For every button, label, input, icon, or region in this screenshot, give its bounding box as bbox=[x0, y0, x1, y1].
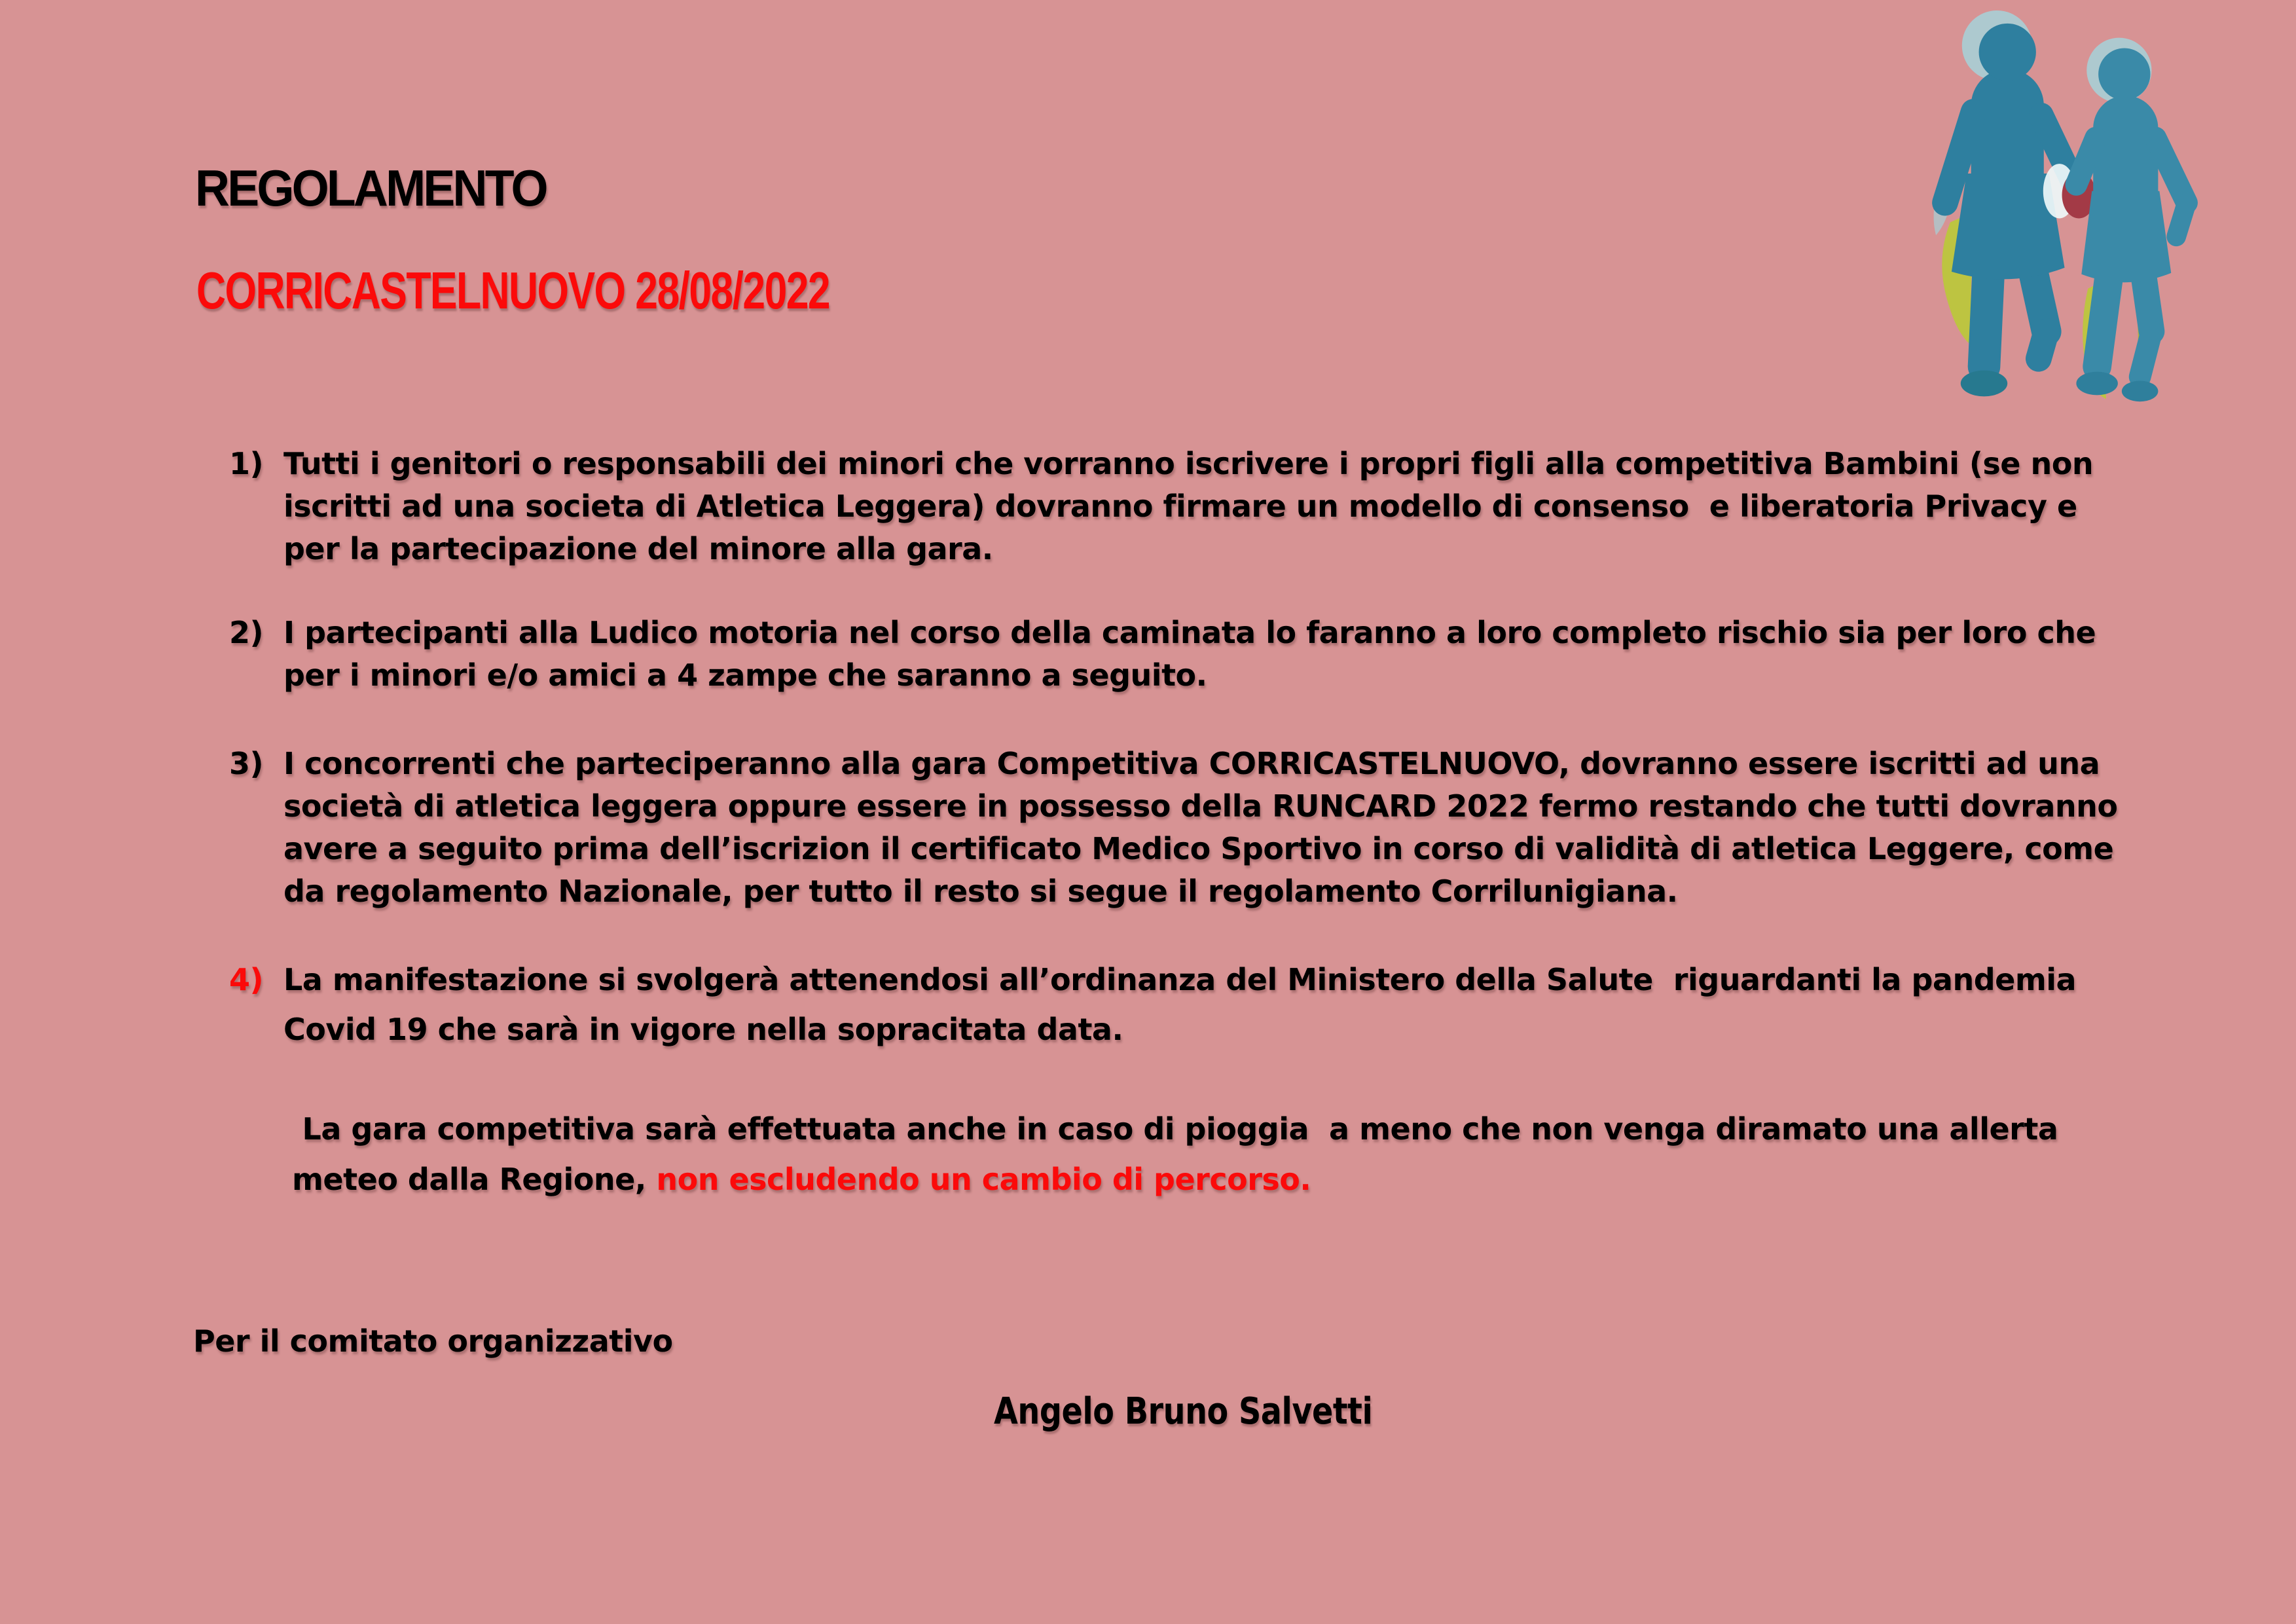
text-line: I concorrenti che parteciperanno alla gara Competitiva CORRICASTELNUOVO, dovranno essere iscritti ad una bbox=[283, 746, 2100, 781]
list-item-4-marker: 4) bbox=[229, 962, 264, 997]
two-runners-illustration bbox=[1908, 8, 2226, 424]
text-line: per la partecipazione del minore alla gara. bbox=[283, 531, 993, 566]
list-item-3 bbox=[229, 743, 2117, 913]
closing-red-text: non escludendo un cambio di percorso. bbox=[656, 1162, 1311, 1197]
signature-name: Angelo Bruno Salvetti bbox=[994, 1390, 1373, 1433]
text-line: I partecipanti alla Ludico motoria nel corso della caminata lo faranno a loro completo rischio sia per loro che bbox=[283, 615, 2096, 650]
committee-line: Per il comitato organizzativo bbox=[193, 1323, 673, 1359]
list-item-2-text bbox=[283, 612, 2096, 697]
text-line: iscritti ad una societa di Atletica Leggera) dovranno firmare un modello di consenso e liberatoria Privacy e bbox=[283, 489, 2077, 524]
text-line: Covid 19 che sarà in vigore nella sopracitata data. bbox=[283, 1012, 1123, 1047]
text-line: La manifestazione si svolgerà attenendosi all’ordinanza del Ministero della Salute riguardanti la pandemia bbox=[283, 962, 2077, 997]
text-line: Tutti i genitori o responsabili dei minori che vorranno iscrivere i propri figli alla competitiva Bambini (se non bbox=[283, 446, 2094, 481]
text-line bbox=[292, 1154, 2058, 1205]
list-item-3-text bbox=[283, 743, 2117, 913]
list-item-1-text bbox=[283, 443, 2093, 570]
text-line: società di atletica leggera oppure essere in possesso della RUNCARD 2022 fermo restando che tutti dovranno bbox=[283, 788, 2118, 824]
list-item-4 bbox=[229, 955, 2076, 1054]
text-line: da regolamento Nazionale, per tutto il resto si segue il regolamento Corrilunigiana. bbox=[283, 874, 1678, 909]
closing-black-text: meteo dalla Regione, bbox=[292, 1162, 657, 1197]
text-line: La gara competitiva sarà effettuata anche in caso di pioggia a meno che non venga diramato una allerta bbox=[292, 1111, 2058, 1147]
list-item-1 bbox=[229, 443, 2093, 570]
list-item-3-marker: 3) bbox=[229, 746, 264, 781]
text-line: avere a seguito prima dell’iscrizion il certificato Medico Sportivo in corso di validità di atletica Leggere, come bbox=[283, 831, 2114, 866]
text-line: per i minori e/o amici a 4 zampe che saranno a seguito. bbox=[283, 657, 1207, 693]
list-item-1-marker: 1) bbox=[229, 446, 264, 481]
list-item-2 bbox=[229, 612, 2096, 697]
page-subtitle: CORRICASTELNUOVO 28/08/2022 bbox=[196, 261, 830, 320]
list-item-4-text bbox=[283, 955, 2076, 1054]
closing-paragraph bbox=[229, 1104, 2058, 1205]
list-item-2-marker: 2) bbox=[229, 615, 264, 650]
page-title: REGOLAMENTO bbox=[195, 159, 546, 217]
